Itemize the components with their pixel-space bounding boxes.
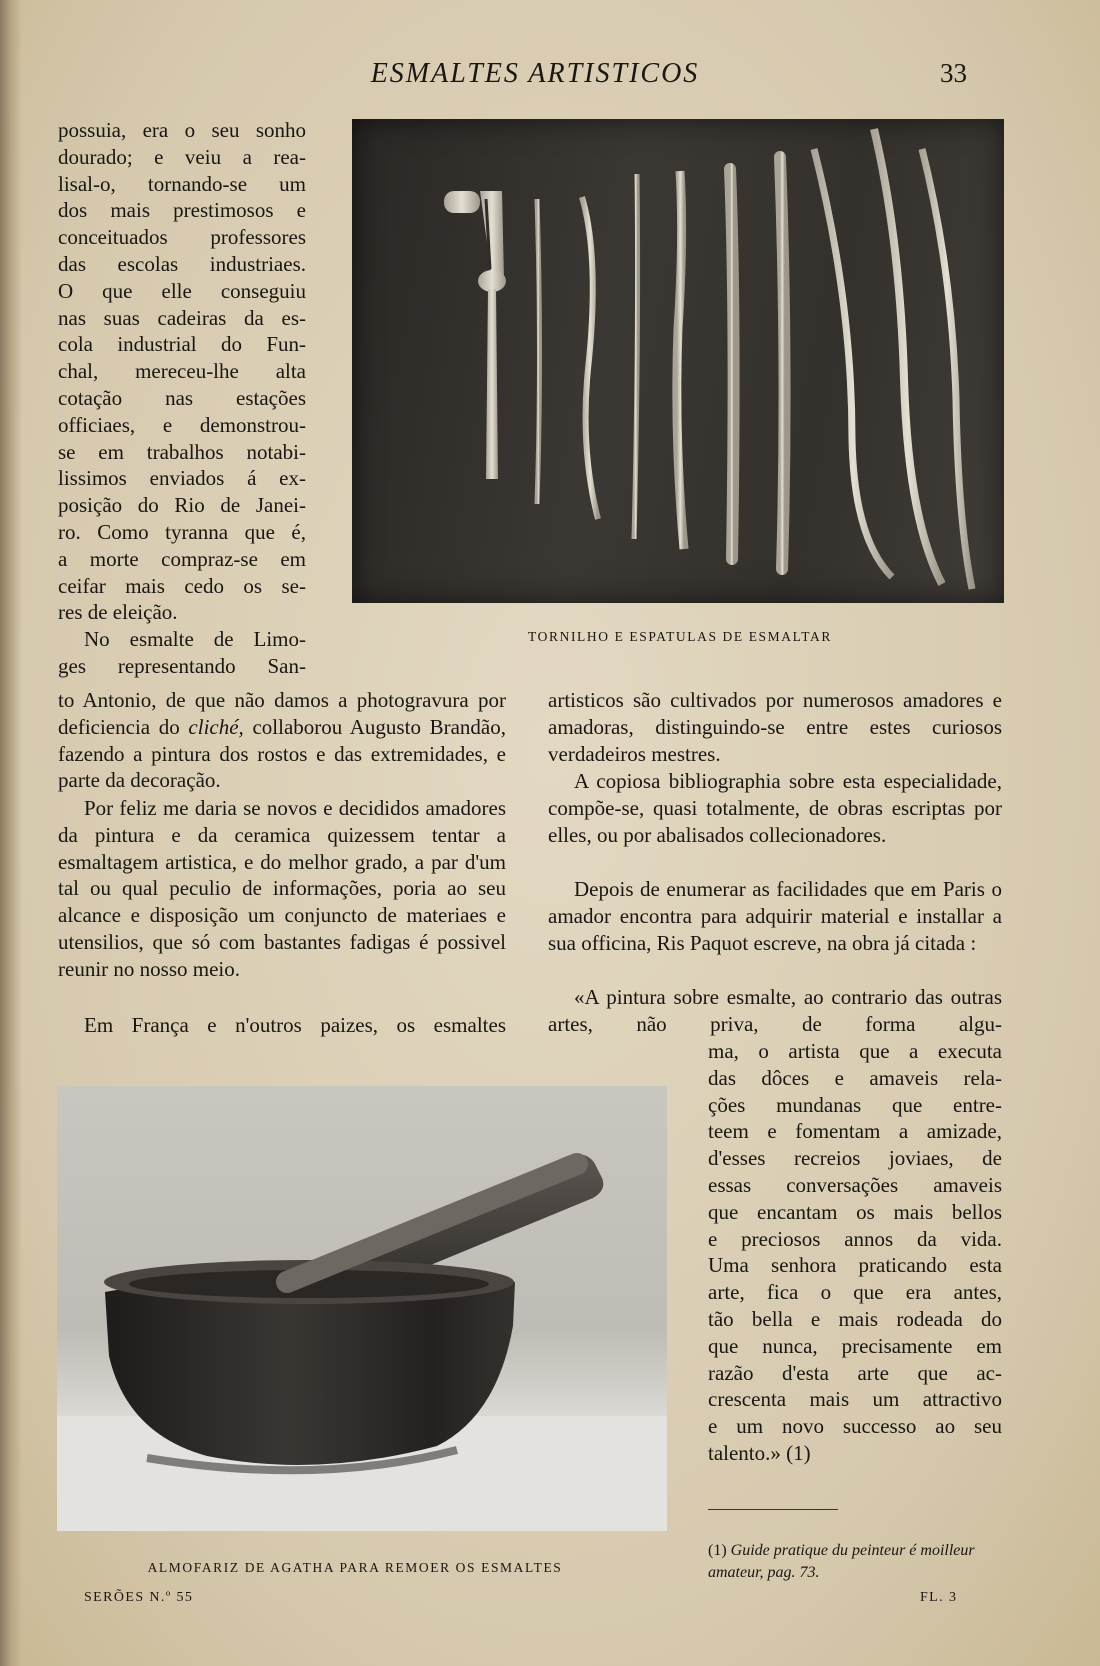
- spatula-1: [537, 199, 540, 504]
- spatula-7: [814, 149, 892, 577]
- bibliographia-text: A copiosa bibliographia sobre esta especialidade, compõe-se, quasi totalmente, de obras escriptas por elles, ou por abalisados collecionadores.: [548, 769, 1002, 847]
- text-line: que encantam os mais bellos: [708, 1199, 1002, 1224]
- text-line: das dôces e amaveis rela-: [708, 1065, 1002, 1090]
- caption-enamel-tools: TORNILHO E ESPATULAS DE ESMALTAR: [528, 629, 832, 644]
- text-line: ções mundanas que entre-: [708, 1092, 1002, 1117]
- agate-mortar-illustration: [57, 1086, 667, 1531]
- enamel-tools-illustration: [352, 119, 1004, 603]
- text-line: O que elle conseguiu: [58, 278, 306, 303]
- text-line: tão bella e mais rodeada do: [708, 1307, 1002, 1331]
- paragraph-limoges-continuation: [58, 687, 506, 794]
- text-line: chal, mereceu-lhe alta: [58, 359, 306, 384]
- spatula-5: [730, 169, 734, 559]
- paragraph-bibliographia: [548, 768, 1002, 848]
- footnote-rule: [708, 1509, 838, 1510]
- text-line: essas conversações amaveis: [708, 1173, 1002, 1197]
- text-line: Uma senhora praticando esta: [708, 1253, 1002, 1278]
- spatula-2: [582, 197, 598, 519]
- limoges-text: to Antonio, de que não damos a photogravura por deficiencia do: [58, 688, 506, 739]
- text-line: arte, fica o que era antes,: [708, 1280, 1002, 1305]
- text-line: ges representando San-: [58, 654, 306, 678]
- footer-issue: SERÕES N.º 55: [84, 1590, 194, 1605]
- paragraph-em-franca: [58, 1012, 506, 1039]
- text-line: possuia, era o seu sonho: [58, 118, 306, 142]
- text-line: dos mais prestimosos e: [58, 198, 306, 223]
- text-line: dourado; e veiu a rea-: [58, 144, 306, 169]
- cliche-term: cliché,: [188, 714, 244, 739]
- text-line: cola industrial do Fun-: [58, 332, 306, 357]
- page-edge-shadow: [0, 0, 22, 1666]
- footnote: [708, 1540, 1000, 1584]
- limoges-text-end: collaborou Augusto Brandão, fazendo a pintura dos rostos e das extremidades, e parte da decoração.: [58, 714, 506, 793]
- text-line: conceituados professores: [58, 225, 306, 250]
- footnote-text: Guide pratique du peinteur é moilleur amateur, pag. 73.: [708, 1542, 975, 1581]
- tornilho-clamp: [444, 191, 506, 479]
- text-line: lisal-o, tornando-se um: [58, 171, 306, 196]
- text-line: razão d'esta arte que ac-: [708, 1360, 1002, 1385]
- text-line: d'esses recreios joviaes, de: [708, 1146, 1002, 1171]
- paragraph-por-feliz: [58, 795, 506, 983]
- text-line: posição do Rio de Janei-: [58, 493, 306, 518]
- text-line: ma, o artista que a executa: [708, 1039, 1002, 1063]
- paragraph-artisticos: [548, 687, 1002, 767]
- text-line: a morte compraz-se em: [58, 546, 306, 571]
- running-title: ESMALTES ARTISTICOS: [370, 58, 700, 89]
- quote-start-text: «A pintura sobre esmalte, ao contrario das outras artes, não priva, de forma algu-: [548, 985, 1002, 1036]
- footnote-number: (1): [708, 1542, 727, 1559]
- spatula-4: [677, 171, 684, 549]
- paragraph-quote-start: [548, 984, 1002, 1038]
- text-line: teem e fomentam a amizade,: [708, 1119, 1002, 1144]
- text-line: das escolas industriaes.: [58, 252, 306, 276]
- paragraph-depois: [548, 876, 1002, 956]
- text-line: res de eleição.: [58, 600, 178, 625]
- text-line: ro. Como tyranna que é,: [58, 520, 306, 544]
- por-feliz-text: Por feliz me daria se novos e decididos amadores da pintura e da ceramica quizessem tentar a esmaltagem artistica, e do melhor grado, a par d'um tal ou qual peculio de informações, poria ao seu alcance e disposição um conjuncto de materiaes e utensilios, que só com bastantes fadigas é possivel reunir no nosso meio.: [58, 796, 506, 981]
- spatula-9: [922, 149, 972, 589]
- text-line: crescenta mais um attractivo: [708, 1387, 1002, 1412]
- caption-agate-mortar: ALMOFARIZ DE AGATHA PARA REMOER OS ESMALTES: [147, 1560, 563, 1575]
- text-line: e preciosos annos da vida.: [708, 1226, 1002, 1251]
- text-line: e um novo successo ao seu: [708, 1414, 1002, 1439]
- text-line: nas suas cadeiras da es-: [58, 305, 306, 330]
- footer-sheet: FL. 3: [920, 1590, 958, 1605]
- photo-agate-mortar: [57, 1086, 667, 1531]
- photo-enamel-tools: [352, 119, 1004, 603]
- text-line: officiaes, e demonstrou-: [58, 412, 306, 437]
- text-line: cotação nas estações: [58, 386, 306, 410]
- artisticos-text: artisticos são cultivados por numerosos amadores e amadoras, distinguindo-se entre estes curiosos verdadeiros mestres.: [548, 688, 1002, 766]
- text-line: talento.» (1): [708, 1441, 811, 1465]
- page-number: 33: [940, 58, 967, 88]
- depois-text: Depois de enumerar as facilidades que em Paris o amador encontra para adquirir material e installar a sua officina, Ris Paquot escreve, na obra já citada :: [548, 877, 1002, 955]
- text-line: que nunca, precisamente em: [708, 1333, 1002, 1358]
- em-franca-text: Em França e n'outros paizes, os esmaltes: [84, 1013, 506, 1037]
- text-line: se em trabalhos notabi-: [58, 439, 306, 464]
- spatula-3: [634, 174, 638, 539]
- text-line: ceifar mais cedo os se-: [58, 573, 306, 598]
- text-line: lissimos enviados á ex-: [58, 466, 306, 491]
- text-line: No esmalte de Limo-: [84, 627, 306, 652]
- spatula-6: [780, 157, 785, 569]
